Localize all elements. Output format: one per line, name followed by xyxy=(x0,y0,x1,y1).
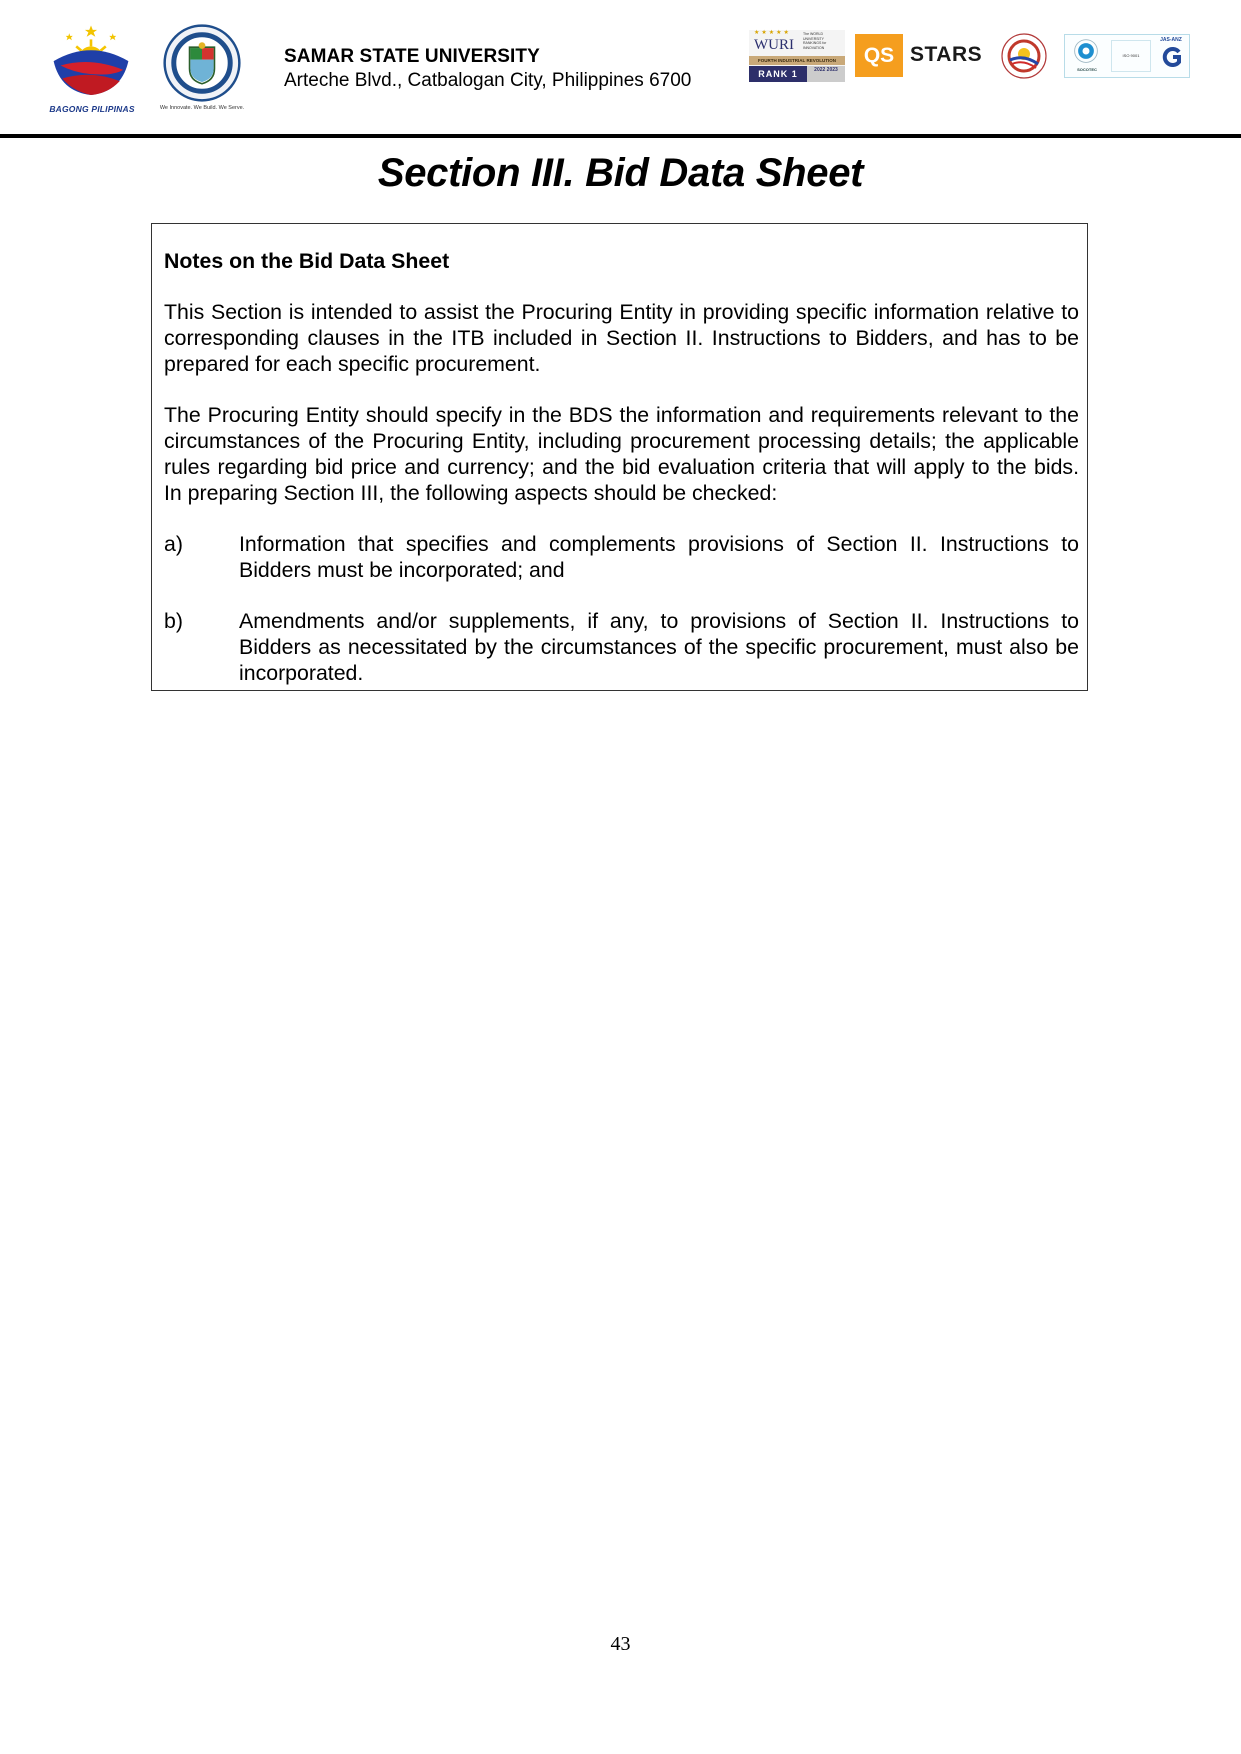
qs-stars-label: STARS xyxy=(910,43,983,66)
notes-paragraph: This Section is intended to assist the Procuring Entity in providing specific information relative to corresponding clauses in the ITB included in Section II. Instructions to Bidders, and has to be prepared for each specific procurement. xyxy=(164,300,1079,376)
jas-anz-label: JAS-ANZ xyxy=(1160,37,1182,43)
iso-certification-badge xyxy=(1064,34,1190,78)
header-divider xyxy=(0,134,1241,138)
wuri-wordmark: WURI xyxy=(754,37,794,53)
list-item-text: Amendments and/or supplements, if any, to provisions of Section II. Instructions to Bidders as necessitated by the circumstances of the specific procurement, must also be incorporated. xyxy=(239,609,1079,685)
notes-paragraph: The Procuring Entity should specify in the BDS the information and requirements relevant to the circumstances of the Procuring Entity, including procurement processing details; the applicable rules regarding bid price and currency; and the bid evaluation criteria that will apply to the bids. In preparing Section III, the following aspects should be checked: xyxy=(164,403,1079,505)
notes-list-item xyxy=(164,608,1079,686)
university-address: Arteche Blvd., Catbalogan City, Philippines 6700 xyxy=(284,70,692,91)
university-name: SAMAR STATE UNIVERSITY xyxy=(284,46,540,67)
star-icons: ★★★★★ xyxy=(754,30,791,36)
page-header xyxy=(0,0,1241,136)
wuri-rank: RANK 1 xyxy=(749,66,807,82)
university-tagline: We Innovate. We Build. We Serve. xyxy=(159,105,245,111)
socotec-label: SOCOTEC xyxy=(1077,67,1097,72)
notes-list-item xyxy=(164,531,1079,583)
samar-state-university-seal xyxy=(158,24,246,102)
bagong-pilipinas-label: BAGONG PILIPINAS xyxy=(49,104,135,114)
socotec-logo xyxy=(1071,37,1101,65)
page-number: 43 xyxy=(610,1633,631,1655)
list-item-text: Information that specifies and complements provisions of Section II. Instructions to Bidders must be incorporated; and xyxy=(239,532,1079,582)
qs-logo: QS xyxy=(855,34,903,77)
list-marker: b) xyxy=(164,609,183,633)
iso-standard: ISO 9001 xyxy=(1111,40,1151,72)
wuri-category: FOURTH INDUSTRIAL REVOLUTION xyxy=(749,56,845,65)
notes-box xyxy=(151,223,1088,691)
bagong-pilipinas-logo xyxy=(36,22,146,102)
wuri-years: 2022 2023 xyxy=(807,66,845,82)
list-marker: a) xyxy=(164,532,183,556)
notes-heading: Notes on the Bid Data Sheet xyxy=(164,249,450,273)
section-title: Section III. Bid Data Sheet xyxy=(377,151,864,195)
wuri-rank-badge xyxy=(749,30,845,82)
jas-anz-logo xyxy=(1161,46,1183,68)
center-of-excellence-seal xyxy=(1000,32,1048,80)
wuri-subtitle: The WORLD UNIVERSITY RANKINGS for INNOVATION xyxy=(803,32,827,50)
